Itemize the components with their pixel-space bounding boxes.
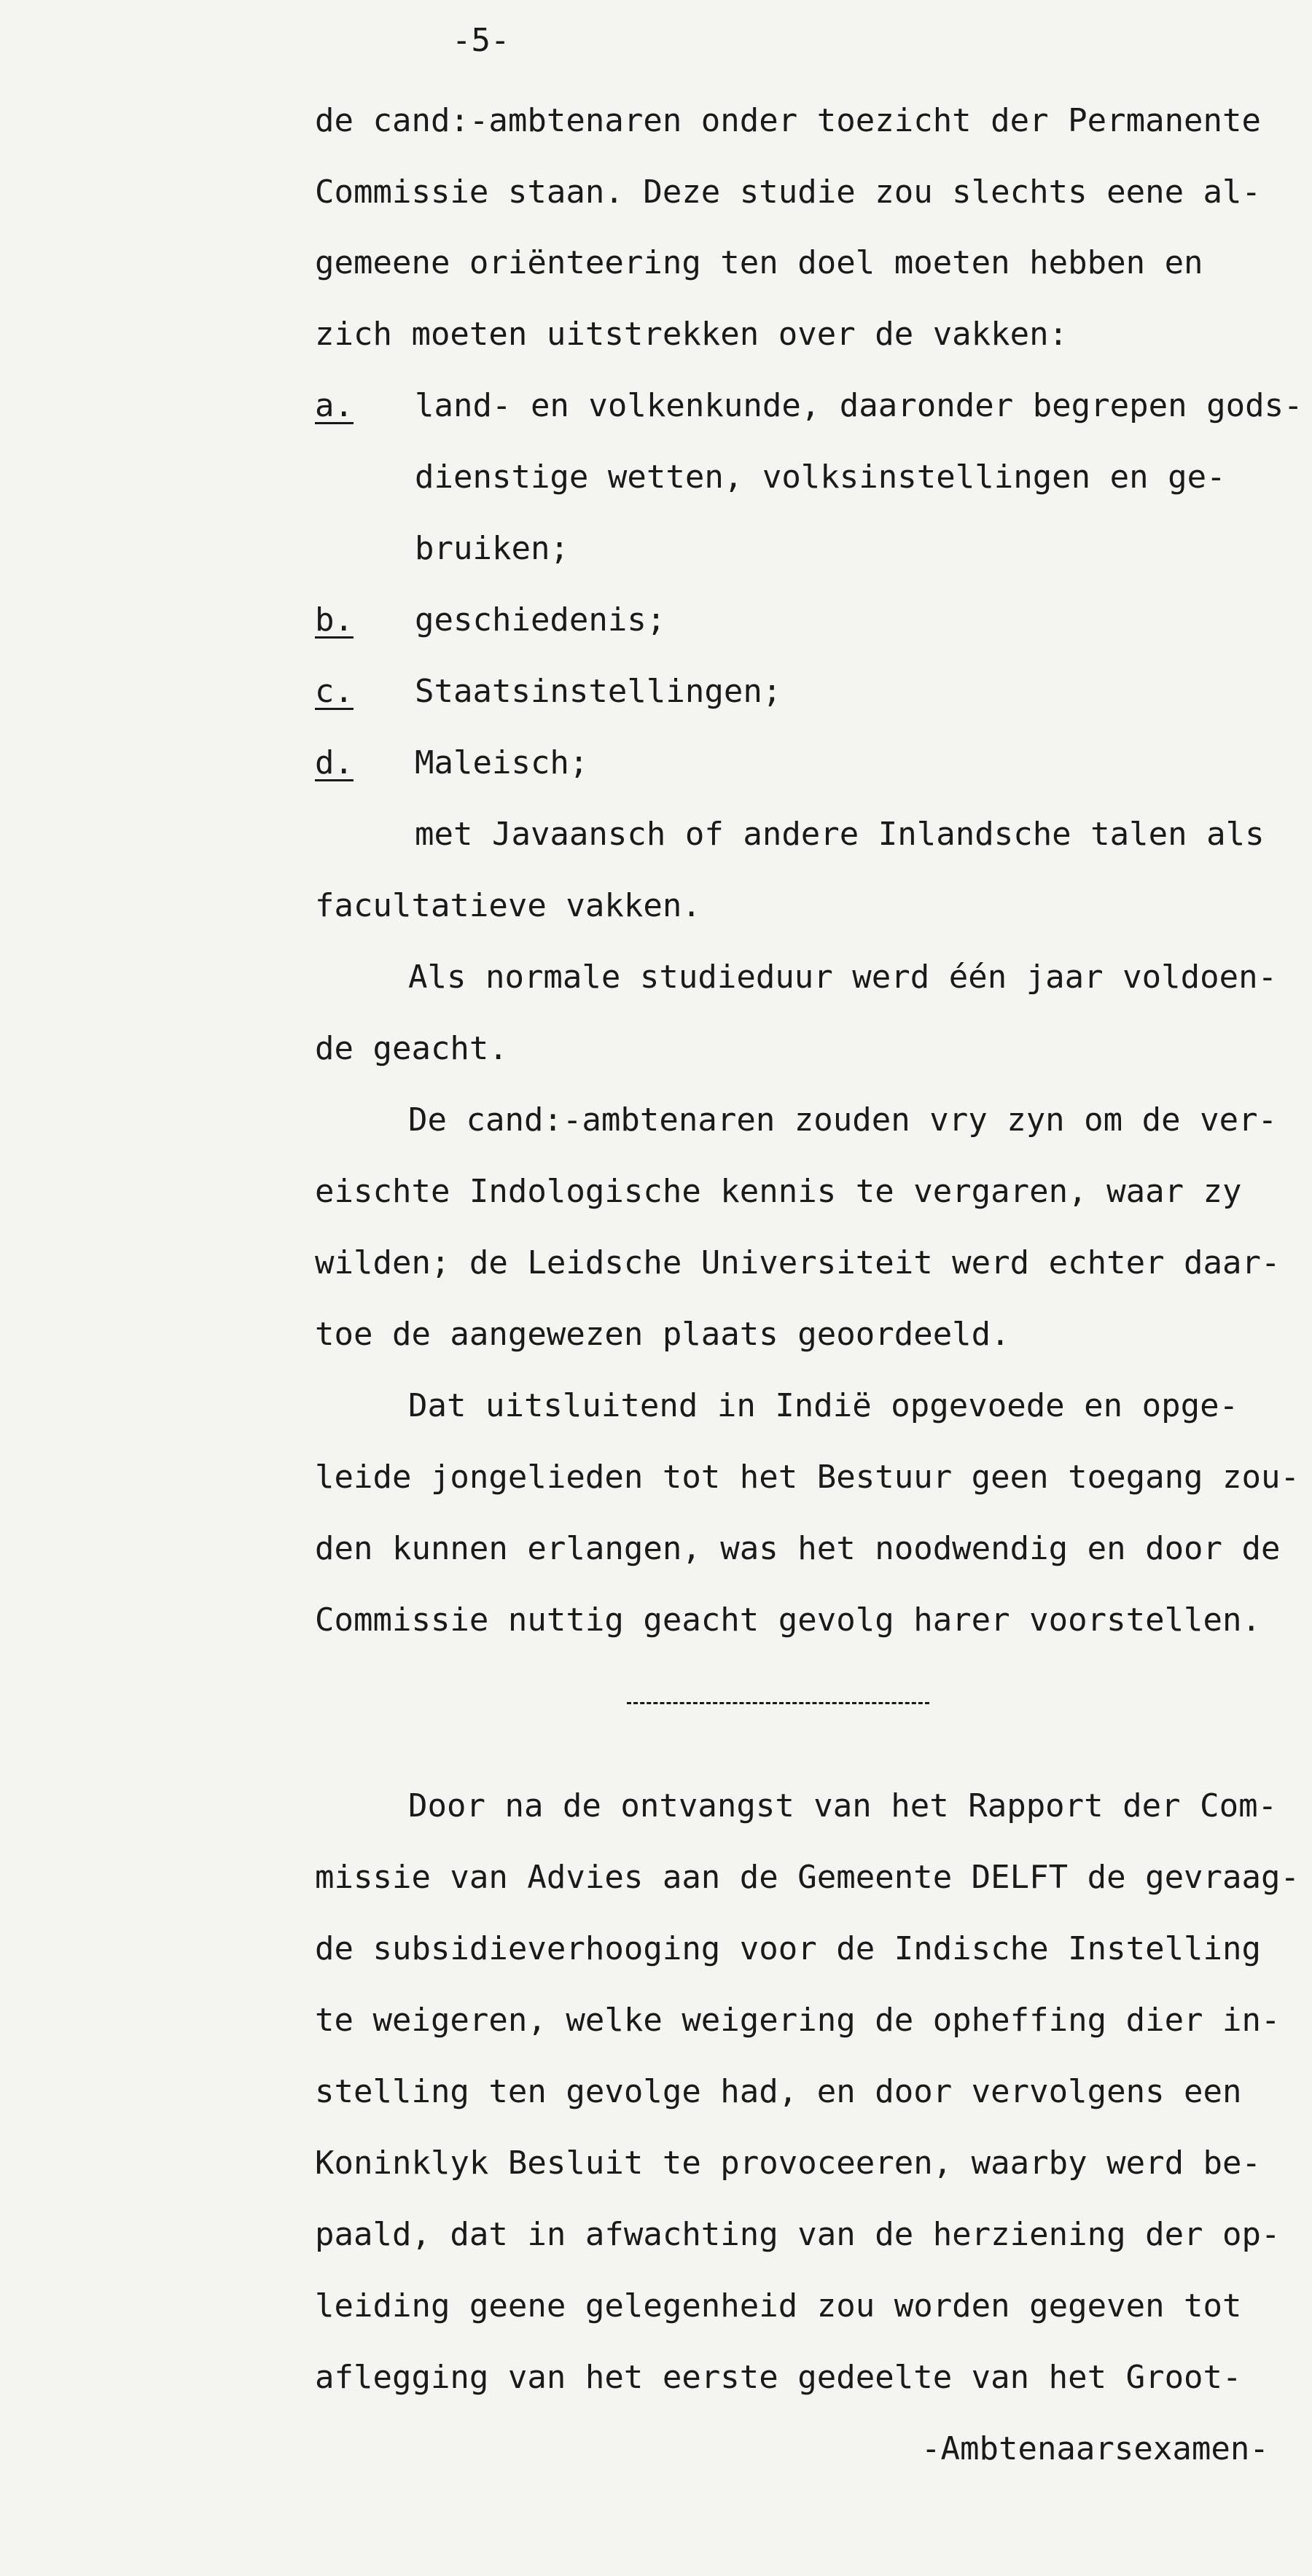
text-line: Commissie nuttig geacht gevolg harer voorstellen. [315,1601,1262,1639]
subject-text: Maleisch; [415,744,589,781]
text-line: leide jongelieden tot het Bestuur geen toegang zou- [315,1459,1300,1496]
subject-item-a [315,387,1303,424]
text-line: paald, dat in afwachting van de herziening der op- [315,2216,1281,2253]
subject-letter: d. [315,744,354,781]
section-divider [627,1702,929,1704]
subject-item-c [315,673,782,710]
text-line: gemeene oriënteering ten doel moeten hebben en [315,244,1203,281]
text-line: de geacht. [315,1030,508,1067]
text-line: De cand:-ambtenaren zouden vry zyn om de ver- [408,1101,1278,1139]
text-line: met Javaansch of andere Inlandsche talen als [415,816,1265,853]
text-line: facultatieve vakken. [315,887,701,924]
text-line: Door na de ontvangst van het Rapport der Com- [408,1787,1278,1824]
text-line: Commissie staan. Deze studie zou slechts eene al- [315,173,1262,211]
subject-text: land- en volkenkunde, daaronder begrepen gods- [415,387,1303,424]
text-line: den kunnen erlangen, was het noodwendig en door de [315,1530,1281,1567]
subject-continuation: bruiken; [415,530,569,567]
text-line: stelling ten gevolge had, en door vervolgens een [315,2073,1242,2110]
subject-item-b [315,601,666,639]
text-line: missie van Advies aan de Gemeente DELFT de gevraag- [315,1859,1300,1896]
text-line: te weigeren, welke weigering de opheffing dier in- [315,2002,1281,2039]
subject-text: Staatsinstellingen; [415,673,782,710]
text-line: Koninklyk Besluit te provoceeren, waarby werd be- [315,2144,1262,2182]
subject-letter: a. [315,387,354,424]
subject-text: geschiedenis; [415,601,666,639]
text-line: eischte Indologische kennis te vergaren, waar zy [315,1173,1242,1210]
subject-letter: b. [315,601,354,639]
catchword: -Ambtenaarsexamen- [921,2430,1269,2467]
text-line: aflegging van het eerste gedeelte van het Groot- [315,2359,1242,2396]
subject-item-d [315,744,589,781]
text-line: de subsidieverhooging voor de Indische Instelling [315,1930,1262,1967]
subject-letter: c. [315,673,354,710]
text-line: Als normale studieduur werd één jaar voldoen- [408,959,1278,996]
page-number: -5- [452,22,510,59]
text-line: wilden; de Leidsche Universiteit werd echter daar- [315,1244,1281,1281]
text-line: zich moeten uitstrekken over de vakken: [315,316,1069,353]
text-line: toe de aangewezen plaats geoordeeld. [315,1316,1010,1353]
text-line: de cand:-ambtenaren onder toezicht der Permanente [315,102,1262,139]
subject-continuation: dienstige wetten, volksinstellingen en ge- [415,458,1226,496]
text-line: Dat uitsluitend in Indië opgevoede en opge- [408,1387,1239,1424]
text-line: leiding geene gelegenheid zou worden gegeven tot [315,2287,1242,2325]
